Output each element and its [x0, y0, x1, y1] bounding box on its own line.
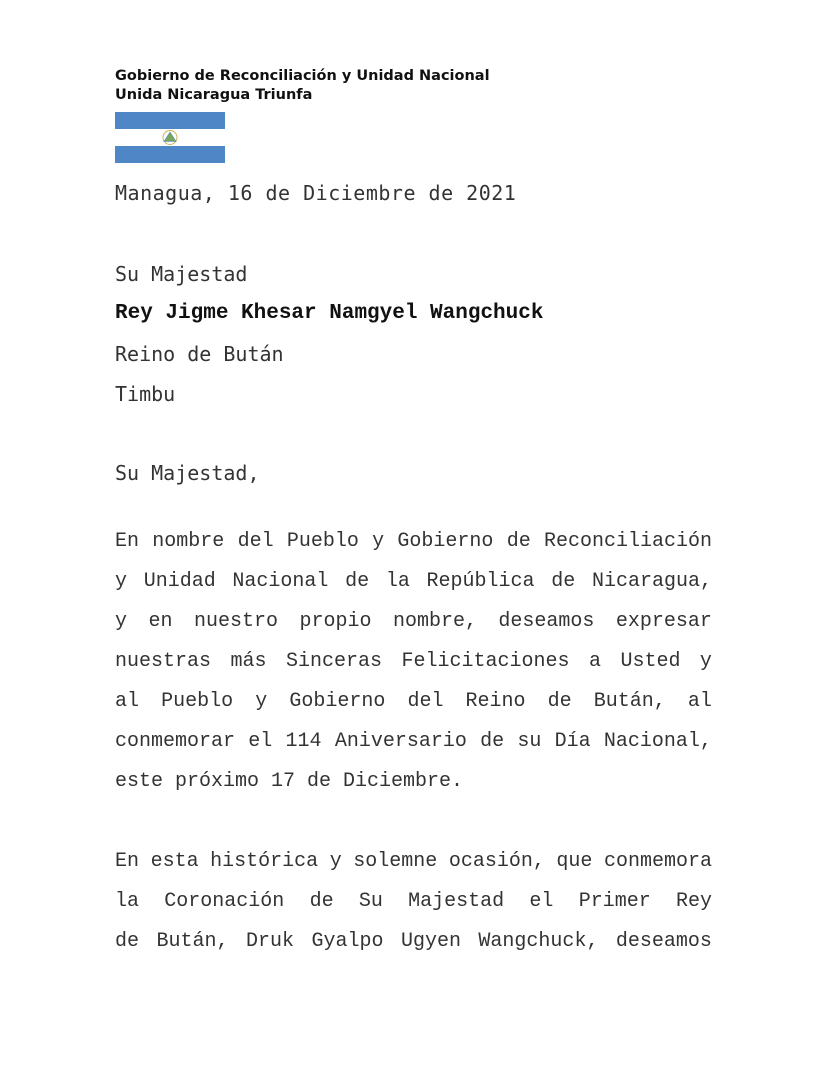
letter-date: Managua, 16 de Diciembre de 2021 — [115, 181, 517, 205]
word: Ugyen — [400, 930, 461, 953]
word: histórica — [210, 850, 319, 873]
word: Wangchuck, — [478, 930, 599, 953]
word: nombre — [152, 530, 225, 553]
word: ocasión, — [448, 850, 545, 873]
word: Felicitaciones — [401, 650, 570, 673]
word: Reconciliación — [543, 530, 712, 553]
word: al — [115, 690, 140, 713]
addressee-city: Timbu — [115, 382, 176, 406]
word: del — [407, 690, 444, 713]
letterhead-government-name: Gobierno de Reconciliación y Unidad Nacional — [115, 68, 490, 84]
word: conmemora — [603, 850, 712, 873]
word: esta — [150, 850, 199, 873]
word: En — [115, 530, 140, 553]
addressee-country: Reino de Bután — [115, 342, 284, 366]
word: Primer — [578, 890, 651, 913]
word: del — [237, 530, 274, 553]
word: Druk — [245, 930, 294, 953]
paragraph-line: este próximo 17 de Diciembre. — [115, 770, 464, 793]
word: nuestro — [193, 610, 278, 633]
paragraph-line — [115, 889, 712, 929]
word: Día — [554, 730, 591, 753]
word: Bután, — [156, 930, 229, 953]
word: 114 — [285, 730, 322, 753]
word: Gyalpo — [311, 930, 384, 953]
word: y — [699, 650, 712, 673]
paragraph-line — [115, 569, 712, 609]
salutation: Su Majestad, — [115, 461, 260, 485]
nicaragua-flag-icon — [115, 112, 225, 163]
word: Usted — [620, 650, 681, 673]
word: nombre, — [392, 610, 477, 633]
word: Majestad — [408, 890, 505, 913]
word: a — [588, 650, 601, 673]
word: expresar — [615, 610, 712, 633]
word: conmemorar — [115, 730, 236, 753]
addressee-name: Rey Jigme Khesar Namgyel Wangchuck — [115, 302, 544, 325]
addressee-block — [115, 261, 543, 421]
word: Sinceras — [285, 650, 382, 673]
word: Unidad — [143, 570, 216, 593]
word: deseamos — [498, 610, 595, 633]
word: Reino — [465, 690, 526, 713]
word: República — [426, 570, 535, 593]
word: de — [309, 890, 334, 913]
word: de — [345, 570, 370, 593]
word: y — [115, 610, 128, 633]
paragraph-line — [115, 729, 712, 769]
word: deseamos — [615, 930, 712, 953]
paragraph-line — [115, 649, 712, 689]
word: y — [255, 690, 268, 713]
word: el — [529, 890, 554, 913]
word: y — [115, 570, 128, 593]
paragraph-line — [115, 609, 712, 649]
paragraph-line — [115, 529, 712, 569]
word: Nacional — [232, 570, 329, 593]
word: de — [480, 730, 505, 753]
word: propio — [299, 610, 372, 633]
word: de — [115, 930, 140, 953]
word: la — [115, 890, 140, 913]
letterhead-slogan: Unida Nicaragua Triunfa — [115, 87, 313, 103]
paragraph-line — [115, 849, 712, 889]
paragraph-1 — [115, 529, 712, 809]
word: Pueblo — [286, 530, 359, 553]
word: Coronación — [164, 890, 285, 913]
word: Gobierno — [397, 530, 494, 553]
word: nuestras — [115, 650, 212, 673]
word: Nicaragua, — [591, 570, 712, 593]
word: Nacional, — [603, 730, 712, 753]
word: Pueblo — [161, 690, 234, 713]
word: y — [329, 850, 342, 873]
word: al — [687, 690, 712, 713]
word: Su — [358, 890, 383, 913]
word: el — [248, 730, 273, 753]
word: Gobierno — [289, 690, 386, 713]
word: Aniversario — [334, 730, 467, 753]
word: de — [506, 530, 531, 553]
word: En — [115, 850, 140, 873]
word: más — [230, 650, 267, 673]
word: en — [148, 610, 173, 633]
word: que — [556, 850, 593, 873]
paragraph-line — [115, 929, 712, 969]
word: y — [372, 530, 385, 553]
paragraph-line — [115, 689, 712, 729]
word: de — [547, 690, 572, 713]
word: su — [517, 730, 542, 753]
addressee-title: Su Majestad — [115, 262, 248, 286]
paragraph-2 — [115, 849, 712, 969]
word: solemne — [353, 850, 438, 873]
word: de — [551, 570, 576, 593]
word: Rey — [675, 890, 712, 913]
word: Bután, — [593, 690, 666, 713]
word: la — [385, 570, 410, 593]
letterhead — [115, 67, 490, 105]
